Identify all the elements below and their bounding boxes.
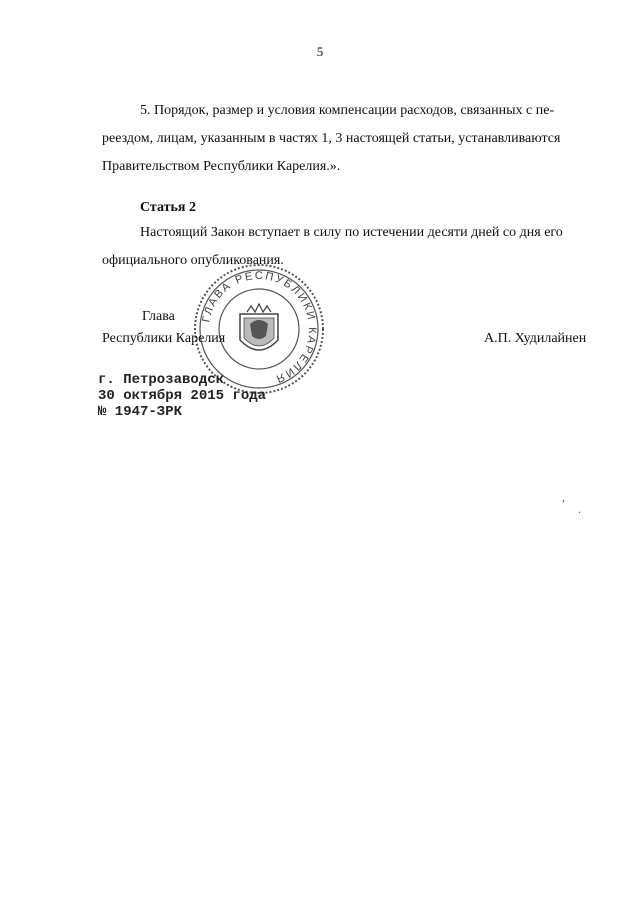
page-number: 5 — [316, 44, 324, 59]
paragraph-5-line-2: реездом, лицам, указанным в частях 1, 3 настоящей статьи, устанавливаются — [102, 131, 561, 146]
signature-title-line-2: Республики Карелия — [102, 331, 226, 346]
svg-text:ГЛАВА РЕСПУБЛИКИ КАРЕЛИЯ: ГЛАВА РЕСПУБЛИКИ КАРЕЛИЯ — [200, 269, 319, 386]
signature-title-line-1: Глава — [142, 309, 175, 324]
stamp-date: 30 октября 2015 года — [98, 388, 267, 404]
paragraph-5-line-1: 5. Порядок, размер и условия компенсации расходов, связанных с пе- — [140, 103, 555, 118]
paragraph-5-line-3: Правительством Республики Карелия.». — [102, 159, 341, 174]
article-2-heading: Статья 2 — [140, 200, 196, 215]
article-2-line-1: Настоящий Закон вступает в силу по истечении десяти дней со дня его — [140, 225, 563, 240]
article-2-line-2: официального опубликования. — [102, 253, 284, 268]
stray-mark: . — [578, 502, 581, 516]
stamp-number: № 1947-ЗРК — [98, 404, 183, 420]
stray-mark: , — [562, 490, 565, 504]
stamp-city: г. Петрозаводск — [98, 372, 225, 388]
coat-of-arms-icon — [240, 304, 278, 350]
signatory-name: А.П. Худилайнен — [484, 331, 587, 346]
